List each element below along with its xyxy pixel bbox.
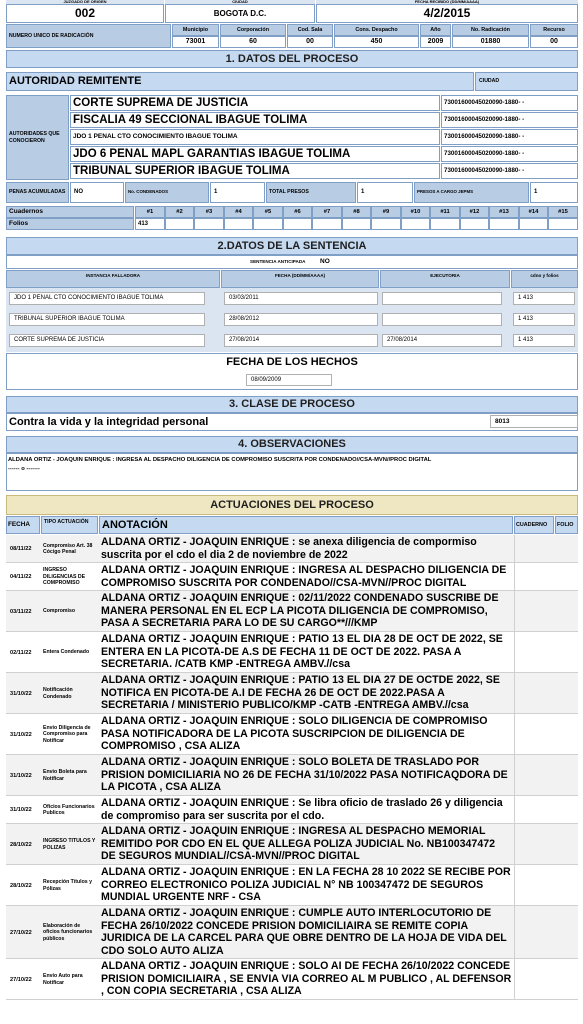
cuaderno-header: #6 — [283, 206, 312, 218]
fecha-recibido-value: 4/2/2015 — [316, 4, 578, 23]
ciudad-value: BOGOTA D.C. — [165, 4, 315, 23]
total-presos-label: TOTAL PRESOS — [266, 182, 356, 203]
actuacion-anotacion: ALDANA ORTIZ - JOAQUIN ENRIQUE : PATIO 13 EL DIA 27 DE OCTDE 2022, SE NOTIFICA EN PICOTA-DE A.I DE FECHA 26 DE OCT DE 2022.PASA A SECRETARIA / MINISTERIO PUBLICO/KMP -CATB -ENTREGA AMBV.//csa — [101, 674, 500, 712]
folio-cell — [165, 218, 194, 230]
autoridad-ciudad-label: CIUDAD — [475, 72, 578, 91]
actuacion-cuaderno-folio — [514, 796, 578, 824]
presos-cargo-label: PRESOS A CARGO JEPMS — [414, 182, 529, 203]
autoridad-code: 73001600045020090-1880- - — [441, 95, 578, 111]
actuacion-cuaderno-folio — [514, 673, 578, 714]
fecha-sentencia-value: 28/08/2012 — [224, 313, 378, 326]
cuadernos-label: Cuadernos — [6, 206, 134, 218]
actuacion-fecha: 27/10/22 — [10, 929, 32, 936]
actuacion-fecha: 28/10/22 — [10, 841, 32, 848]
actuacion-fecha: 28/10/22 — [10, 882, 32, 889]
cuaderno-header: #14 — [519, 206, 548, 218]
autoridad-name: TRIBUNAL SUPERIOR IBAGUE TOLIMA — [70, 163, 440, 179]
condenados-value: 1 — [210, 182, 265, 203]
folio-cell — [401, 218, 430, 230]
radicacion-header: Año — [420, 24, 451, 36]
radicacion-value: 60 — [220, 36, 286, 48]
actuacion-fecha: 27/10/22 — [10, 976, 32, 983]
cuaderno-header: #11 — [430, 206, 460, 218]
actuacion-anotacion: ALDANA ORTIZ - JOAQUIN ENRIQUE : Se libra oficio de traslado 26 y diligencia de compromiso para ser suscrita por el cdo. — [101, 797, 503, 822]
total-presos-value: 1 — [357, 182, 413, 203]
observaciones-line2: ------ o ------- — [8, 466, 40, 472]
radicacion-header: Recurso — [530, 24, 578, 36]
folio-cell — [489, 218, 519, 230]
folio-cell — [342, 218, 371, 230]
ejecutoria-value: 27/08/2014 — [382, 334, 502, 347]
penas-label: PENAS ACUMULADAS — [6, 182, 69, 203]
radicacion-value: 2009 — [420, 36, 451, 48]
anticipada-label: SENTENCIA ANTICIPADA — [250, 259, 306, 264]
section1-title: 1. DATOS DEL PROCESO — [6, 50, 578, 68]
actuacion-fecha: 31/10/22 — [10, 772, 32, 779]
actuacion-tipo: Envio Diligencia de Compromiso para Notificar — [43, 724, 91, 744]
presos-cargo-value: 1 — [530, 182, 578, 203]
folio-col-header: FOLIO — [555, 516, 578, 534]
actuacion-cuaderno-folio — [514, 755, 578, 796]
radicacion-value: 01880 — [452, 36, 529, 48]
tipo-col-header: TIPO ACTUACIÓN — [41, 516, 98, 534]
ejecutoria-value — [382, 313, 502, 326]
actuacion-tipo: Compromiso — [43, 608, 75, 615]
cdno-folio-value: 1 413 — [513, 292, 575, 305]
autoridad-code: 73001600045020090-1880- - — [441, 129, 578, 145]
folio-cell — [460, 218, 489, 230]
actuacion-anotacion: ALDANA ORTIZ - JOAQUIN ENRIQUE : PATIO 13 EL DIA 28 DE OCT DE 2022, SE ENTERA EN LA PICOTA-DE A.S DE FECHA 11 DE OCT DE 2022. PASA A SECRETARIA. /CATB KMP -ENTREGA AMBV.//csa — [101, 633, 503, 671]
actuacion-cuaderno-folio — [514, 906, 578, 959]
actuacion-fecha: 08/11/22 — [10, 546, 32, 552]
fecha-sentencia-value: 27/08/2014 — [224, 334, 378, 347]
autoridad-name: JDO 6 PENAL MAPL GARANTIAS IBAGUE TOLIMA — [70, 146, 440, 162]
actuacion-anotacion: ALDANA ORTIZ - JOAQUIN ENRIQUE : SOLO DILIGENCIA DE COMPROMISO PASA NOTIFICADORA DE LA PICOTA SUSCRIPCION DE DILIGENCIA DE COMPROMISO , CSA ALIZA — [101, 715, 488, 753]
clase-proceso: Contra la vida y la integridad personal — [6, 413, 578, 431]
ejecutoria-value — [382, 292, 502, 305]
section2-title: 2.DATOS DE LA SENTENCIA — [6, 237, 578, 255]
observaciones-line1: ALDANA ORTIZ - JOAQUIN ENRIQUE : INGRESA AL DESPACHO DILIGENCIA DE COMPROMISO SUSCRITA POR CONDENADO//CSA-MVN//PROC DIGITAL — [8, 457, 432, 463]
actuacion-anotacion: ALDANA ORTIZ - JOAQUIN ENRIQUE : SOLO AI DE FECHA 26/10/2022 CONCEDE PRISION DOMICILIAIRA , SE ENVIA VIA CORREO AL M PUBLICO , AL DEFENSOR , CON COPIA SECRETARIA , CSA ALIZA — [101, 960, 512, 998]
fecha-recibido-label: FECHA RECIBIDO (DD/MM/AAAA) — [316, 0, 578, 5]
cuaderno-header: #1 — [135, 206, 165, 218]
radicacion-label: NUMERO UNICO DE RADICACIÓN — [6, 24, 171, 48]
actuacion-tipo: Elaboración de oficios funcionarios públicos — [43, 922, 93, 942]
folio-cell — [224, 218, 253, 230]
folio-cell: 413 — [135, 218, 165, 230]
cuaderno-header: #9 — [371, 206, 401, 218]
radicacion-value: 00 — [287, 36, 333, 48]
actuacion-anotacion: ALDANA ORTIZ - JOAQUIN ENRIQUE : EN LA FECHA 28 10 2022 SE RECIBE POR CORREO ELECTRONICO POLIZA JUDICIAL N° NB 100347472 DE SEGUROS MUNDIAL URGENTE NRF - CSA — [101, 866, 511, 904]
actuacion-tipo: Envio Boleta para Notificar — [43, 769, 87, 782]
cuaderno-header: #4 — [224, 206, 253, 218]
cuaderno-col-header: CUADERNO — [514, 516, 554, 534]
actuacion-fecha: 31/10/22 — [10, 807, 32, 813]
penas-value: NO — [70, 182, 124, 203]
section3-title: 3. CLASE DE PROCESO — [6, 396, 578, 413]
actuacion-fecha: 02/11/22 — [10, 649, 32, 656]
actuacion-fecha: 04/11/22 — [10, 574, 32, 580]
actuacion-anotacion: ALDANA ORTIZ - JOAQUIN ENRIQUE : CUMPLE AUTO INTERLOCUTORIO DE FECHA 26/10/2022 CONCEDE PRISION DOMICILIAIRA SE REMITE COPIA JURIDICA DE LA CARCEL PARA QUE OBRE DENTRO DE LA HOJA DE VIDA DEL CDO SOLO AUTO ALIZA — [101, 907, 507, 957]
cdno-folio-value: 1 413 — [513, 334, 575, 347]
fecha-header: FECHA (DD/MM/AAAA) — [221, 270, 379, 288]
actuacion-fecha: 31/10/22 — [10, 690, 32, 697]
cuaderno-header: #10 — [401, 206, 430, 218]
condenados-label: No. CONDENADOS — [125, 182, 209, 203]
ejecutoria-header: EJECUTORIA — [380, 270, 510, 288]
instancia-value: CORTE SUPREMA DE JUSTICIA — [9, 334, 205, 347]
cuaderno-header: #15 — [548, 206, 578, 218]
fecha-sentencia-value: 03/03/2011 — [224, 292, 378, 305]
folio-cell — [371, 218, 401, 230]
instancia-header: INSTANCIA FALLADORA — [6, 270, 220, 288]
radicacion-header: No. Radicación — [452, 24, 529, 36]
radicacion-value: 73001 — [172, 36, 219, 48]
cuaderno-header: #2 — [165, 206, 194, 218]
actuaciones-title: ACTUACIONES DEL PROCESO — [6, 495, 578, 515]
folio-cell — [194, 218, 224, 230]
autoridad-name: FISCALIA 49 SECCIONAL IBAGUE TOLIMA — [70, 112, 440, 128]
autoridad-code: 73001600045020090-1880- - — [441, 112, 578, 128]
juzgado-value: 002 — [6, 4, 164, 23]
folio-cell — [253, 218, 283, 230]
instancia-value: JDO 1 PENAL CTO CONOCIMIENTO IBAGUE TOLIMA — [9, 292, 205, 305]
section4-title: 4. OBSERVACIONES — [6, 436, 578, 453]
cuaderno-header: #8 — [342, 206, 371, 218]
hechos-value: 08/09/2009 — [246, 374, 332, 386]
actuacion-anotacion: ALDANA ORTIZ - JOAQUIN ENRIQUE : SOLO BOLETA DE TRASLADO POR PRISION DOMICILIARIA NO 26 DE FECHA 31/10/2022 PASA NOTIFICAQDORA DE LA PICOTA , CSA ALIZA — [101, 756, 508, 794]
juzgado-label: JUZGADO DE ORIGEN — [6, 0, 164, 5]
anticipada-value: NO — [320, 258, 330, 265]
autoridad-remitente-title: AUTORIDAD REMITENTE — [6, 72, 474, 91]
actuacion-tipo: Entera Condenado — [43, 649, 90, 656]
radicacion-value: 00 — [530, 36, 578, 48]
radicacion-value: 450 — [334, 36, 419, 48]
actuacion-cuaderno-folio — [514, 563, 578, 591]
actuacion-anotacion: ALDANA ORTIZ - JOAQUIN ENRIQUE : INGRESA AL DESPACHO MEMORIAL REMITIDO POR CDO EN EL QUE ALLEGA POLIZA JUDICIAL No. NB100347472 DE SEGUROS MUNDIAL//CSA-MVN//PROC DIGITAL — [101, 825, 496, 863]
cuaderno-header: #3 — [194, 206, 224, 218]
hechos-title: FECHA DE LOS HECHOS — [226, 356, 358, 368]
clase-code: 8013 — [490, 415, 578, 428]
radicacion-header: Cons. Despacho — [334, 24, 419, 36]
autoridad-name: CORTE SUPREMA DE JUSTICIA — [70, 95, 440, 111]
folio-cell — [312, 218, 342, 230]
actuacion-cuaderno-folio — [514, 591, 578, 632]
cuaderno-header: #7 — [312, 206, 342, 218]
fecha-col-header: FECHA — [6, 516, 40, 534]
folios-label: Folios — [6, 218, 134, 230]
actuacion-anotacion: ALDANA ORTIZ - JOAQUIN ENRIQUE : 02/11/2022 CONDENADO SUSCRIBE DE MANERA PERSONAL EN EL ECP LA PICOTA DILIGENCIA DE COMPROMISO, PASA A SECRETARIA PARA LO DE SU CARGO**///KMP — [101, 592, 499, 630]
radicacion-header: Corporación — [220, 24, 286, 36]
actuacion-tipo: INGRESO DILIGENCIAS DE COMPROMISO — [43, 567, 86, 587]
radicacion-header: Cod. Sala — [287, 24, 333, 36]
anotacion-col-header: ANOTACIÓN — [99, 516, 513, 534]
actuacion-tipo: Notificación Condenado — [43, 687, 73, 700]
radicacion-header: Municipio — [172, 24, 219, 36]
instancia-value: TRIBUNAL SUPERIOR IBAGUE TOLIMA — [9, 313, 205, 326]
autoridad-code: 73001600045020090-1880- - — [441, 163, 578, 179]
actuacion-fecha: 31/10/22 — [10, 731, 32, 738]
actuacion-cuaderno-folio — [514, 535, 578, 563]
autoridad-code: 73001600045020090-1880- - — [441, 146, 578, 162]
folio-cell — [430, 218, 460, 230]
cuaderno-header: #12 — [460, 206, 489, 218]
actuacion-tipo: Envío Auto para Notificar — [43, 973, 83, 986]
actuacion-anotacion: ALDANA ORTIZ - JOAQUIN ENRIQUE : INGRESA AL DESPACHO DILIGENCIA DE COMPROMISO SUSCRITA POR CONDENADO//CSA-MVN//PROC DIGITAL — [101, 564, 507, 589]
cuaderno-header: #5 — [253, 206, 283, 218]
actuacion-cuaderno-folio — [514, 959, 578, 1000]
autoridades-label: AUTORIDADES QUE CONOCIERON — [6, 95, 69, 180]
actuacion-tipo: Recepción Títulos y Pólizas — [43, 879, 93, 892]
actuacion-cuaderno-folio — [514, 714, 578, 755]
cuaderno-header: #13 — [489, 206, 519, 218]
actuacion-anotacion: ALDANA ORTIZ - JOAQUIN ENRIQUE : se anexa diligencia de compormiso suscrita por el cdo el dia 2 de noviembre de 2022 — [101, 536, 477, 561]
actuacion-tipo: Compromiso Art. 38 Cócigo Penal — [43, 542, 93, 555]
folio-cell — [548, 218, 578, 230]
actuacion-tipo: INGRESO TITULOS Y POLIZAS — [43, 838, 96, 851]
actuacion-fecha: 03/11/22 — [10, 608, 32, 615]
autoridad-name: JDO 1 PENAL CTO CONOCIMIENTO IBAGUE TOLIMA — [70, 129, 440, 145]
folio-cell — [519, 218, 548, 230]
cdno-header: cdno y folios — [511, 270, 578, 288]
actuacion-tipo: Oficios Funcionarios Publicos — [43, 803, 95, 816]
actuacion-cuaderno-folio — [514, 865, 578, 906]
folio-cell — [283, 218, 312, 230]
actuacion-cuaderno-folio — [514, 632, 578, 673]
ciudad-top-label: CIUDAD — [165, 0, 315, 5]
actuacion-cuaderno-folio — [514, 824, 578, 865]
cdno-folio-value: 1 413 — [513, 313, 575, 326]
